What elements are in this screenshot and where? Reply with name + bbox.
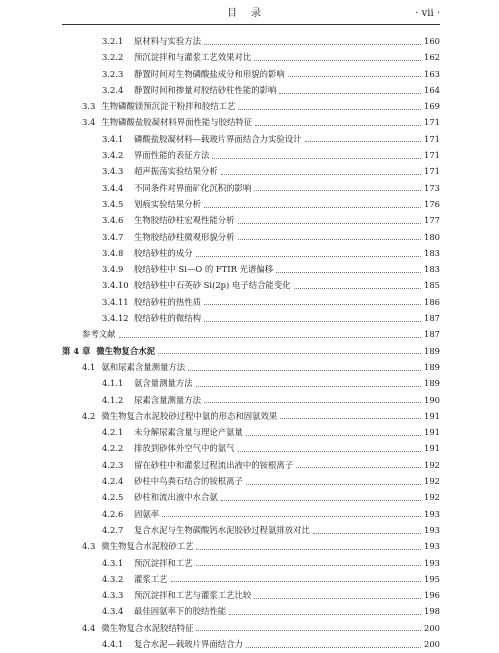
toc-leader-dots [288,76,421,77]
toc-entry-title: 预沉淀拌和工艺与灌浆工艺比较 [134,590,252,601]
toc-entry-page: 171 [424,166,440,177]
toc-entry-number: 4.2.2 [102,443,124,454]
toc-entry-page: 185 [424,280,440,291]
toc-entry-title: 氨和尿素含量测量方法 [101,361,186,372]
toc-entry-title: 微生物复合水泥胶砂过程中氨的形态和固氨效果 [101,410,278,421]
toc-entry-page: 180 [424,231,440,242]
toc-entry[interactable] [62,457,440,473]
toc-leader-dots [204,321,421,322]
toc-entry[interactable] [62,408,440,424]
toc-entry-number: 3.3 [82,101,96,112]
toc-entry[interactable] [62,571,440,587]
toc-entry-page: 163 [424,68,440,79]
toc-leader-dots [171,581,422,582]
toc-entry[interactable] [62,245,440,261]
toc-entry-title: 留在砂柱中和灌浆过程流出液中的铵根离子 [134,459,294,470]
toc-entry-title: 静置时间和掺量对胶结砂柱性能的影响 [134,84,277,95]
toc-leader-dots [204,304,421,305]
toc-leader-dots [255,125,421,126]
toc-entry-page: 164 [424,84,440,95]
toc-entry-number: 4.3.3 [102,590,124,601]
toc-leader-dots [196,256,421,257]
toc-entry[interactable] [62,163,440,179]
toc-entry-page: 173 [424,182,440,193]
toc-entry-number: 3.2.3 [102,68,124,79]
toc-entry-number: 3.4.6 [102,215,124,226]
toc-leader-dots [204,207,421,208]
toc-entry-page: 187 [424,329,440,340]
toc-entry-number: 3.4.11 [102,296,129,307]
toc-leader-dots [158,353,421,354]
toc-entry[interactable] [62,473,440,489]
toc-entry-page: 176 [424,198,440,209]
toc-entry-page: 193 [424,541,440,552]
toc-entry-page: 193 [424,508,440,519]
toc-leader-dots [246,435,421,436]
toc-entry-number: 4.1 [82,361,96,372]
toc-leader-dots [238,239,422,240]
toc-entry-page: 160 [424,36,440,46]
toc-entry-number: 3.2.1 [102,36,124,46]
toc-leader-dots [313,533,421,534]
toc-leader-dots [162,516,421,517]
toc-entry-page: 191 [424,410,440,421]
toc-entry-number: 3.4.8 [102,247,124,258]
toc-entry-number: 4.3.1 [102,557,124,568]
toc-entry-title: 预沉淀拌和工艺 [134,557,193,568]
toc-entry-page: 186 [424,296,440,307]
toc-entry-number: 4.2.3 [102,459,124,470]
toc-entry-title: 最佳固氨率下的胶结性能 [134,606,227,617]
toc-entry-title: 复合水泥与生物碳酸钙水泥胶砂过程氨排放对比 [134,524,310,535]
toc-entry-page: 193 [424,557,440,568]
toc-entry[interactable] [62,326,440,342]
toc-entry[interactable] [62,310,440,326]
toc-entry-page: 195 [424,573,440,584]
toc-entry-number: 3.4.7 [102,231,124,242]
toc-entry-title: 不同条件对界面矿化沉积的影响 [134,182,252,193]
toc-entry-title: 生物磷酸镁预沉淀干粉拌和胶结工艺 [101,101,236,112]
toc-entry[interactable] [62,375,440,391]
toc-leader-dots [238,109,421,110]
toc-entry-title: 微生物复合水泥胶结特征 [101,622,194,633]
toc-entry-number: 3.4.3 [102,166,124,177]
toc-entry[interactable] [62,196,440,212]
toc-leader-dots [238,451,422,452]
toc-entry-title: 胶结砂柱的微结构 [134,313,201,324]
toc-entry-page: 189 [424,378,440,389]
toc-entry-title: 砂柱和流出液中水合氨 [134,492,218,503]
toc-entry-page: 187 [424,313,440,324]
toc-entry-page: 177 [424,215,440,226]
toc-entry-title: 参考文献 [82,329,116,340]
toc-entry[interactable] [62,212,440,228]
toc-entry-number: 4.3 [82,541,96,552]
header-rule [62,24,440,25]
toc-leader-dots [246,647,421,648]
toc-entry-title: 静置时间对生物磷酸盐成分和形貌的影响 [134,68,285,79]
toc-leader-dots [196,549,421,550]
toc-entry[interactable] [62,587,440,603]
toc-leader-dots [212,158,421,159]
toc-entry-title: 生物胶结砂柱微观形貌分析 [134,231,235,242]
toc-entry-page: 171 [424,117,440,128]
toc-entry-number: 3.4.9 [102,264,124,275]
toc-leader-dots [204,402,421,403]
toc-entry-page: 171 [424,133,440,144]
toc-entry-page: 192 [424,459,440,470]
toc-entry-title: 灌浆工艺 [134,573,168,584]
page-header [62,6,440,22]
toc-entry-number: 4.3.4 [102,606,124,617]
toc-entry-page: 200 [424,622,440,633]
toc-entry[interactable] [62,343,440,359]
toc-entry[interactable] [62,66,440,82]
toc-entry-number: 4.2.6 [102,508,124,519]
toc-entry-title: 氨含量测量方法 [134,378,193,389]
toc-entry-title: 胶结砂柱的成分 [134,247,193,258]
toc-entry[interactable] [62,603,440,619]
header-page-number: · vii · [415,8,440,19]
toc-entry-number: 3.4.2 [102,150,124,161]
toc-entry-title: 划痕实验结果分析 [134,198,201,209]
header-title: 目录 [227,8,275,19]
toc-entry-number: 4.4.1 [102,638,124,649]
toc-leader-dots [254,598,421,599]
toc-leader-dots [188,370,421,371]
toc-entry-title: 复合水泥—载玻片界面结合力 [134,638,243,649]
toc-entry-page: 183 [424,264,440,275]
toc-entry-number: 4.2.5 [102,492,124,503]
toc-entry[interactable] [62,114,440,130]
toc-entry-title: 胶结砂柱中石英砂 Si(2p) 电子结合能变化 [134,280,291,291]
toc-entry[interactable] [62,294,440,310]
toc-entry[interactable] [62,620,440,636]
toc-entry[interactable] [62,131,440,147]
toc-entry-title: 生物磷酸盐胶凝材料界面性能与胶结特征 [101,117,253,128]
toc-leader-dots [279,93,421,94]
toc-entry[interactable] [62,636,440,652]
toc-entry[interactable] [62,359,440,375]
toc-entry[interactable] [62,440,440,456]
toc-entry-page: 198 [424,606,440,617]
toc-entry-number: 4.1.2 [102,394,124,405]
toc-leader-dots [196,630,421,631]
toc-entry-title: 原材料与实验方法 [134,36,201,46]
toc-leader-dots [238,223,422,224]
toc-entry[interactable] [62,82,440,98]
toc-entry-number: 3.4.10 [102,280,129,291]
toc-leader-dots [229,614,421,615]
toc-entry-title: 未分解尿素含量与理论产氨量 [134,427,243,438]
toc-entry-title: 磷酸盐胶凝材料—载玻片界面结合力实验设计 [134,133,302,144]
toc-entry-number: 4.4 [82,622,96,633]
toc-entry-number: 3.4.12 [102,313,129,324]
toc-entry[interactable] [62,489,440,505]
toc-entry[interactable] [62,555,440,571]
toc-entry-title: 界面性能的表征方法 [134,150,210,161]
toc-entry[interactable] [62,49,440,65]
toc-entry-number: 4.2.1 [102,427,124,438]
toc-leader-dots [305,141,422,142]
toc-entry-title: 胶结砂柱的热性质 [134,296,201,307]
toc-entry[interactable] [62,506,440,522]
toc-entry-page: 192 [424,492,440,503]
toc-entry-title: 排放到砂体外空气中的氨气 [134,443,235,454]
toc-leader-dots [221,174,421,175]
toc-entry-number: 4.2.7 [102,524,124,535]
toc-entry-page: 171 [424,150,440,161]
toc-entry-page: 162 [424,52,440,63]
toc-entry[interactable] [62,147,440,163]
toc-leader-dots [280,418,421,419]
toc-entry-title: 生物胶结砂柱宏观性能分析 [134,215,235,226]
toc-entry[interactable] [62,522,440,538]
toc-entry[interactable] [62,261,440,277]
toc-leader-dots [246,484,421,485]
toc-entry-page: 183 [424,247,440,258]
toc-leader-dots [254,190,421,191]
toc-entry[interactable] [62,277,440,293]
toc-entry-page: 169 [424,101,440,112]
toc-entry-number: 4.3.2 [102,573,124,584]
toc-entry-title: 超声振荡实验结果分析 [134,166,218,177]
toc-entry-title: 微生物复合水泥 [96,345,156,356]
toc-leader-dots [276,272,421,273]
toc-entry-title: 砂柱中鸟粪石结合的铵根离子 [134,476,243,487]
toc-entry[interactable] [62,98,440,114]
toc-entry-number: 3.4 [82,117,96,128]
toc-entry[interactable] [62,180,440,196]
toc-entry-page: 193 [424,524,440,535]
toc-leader-dots [221,500,421,501]
toc-entry-number: 3.4.1 [102,133,124,144]
table-of-contents [62,33,440,652]
toc-entry-page: 196 [424,590,440,601]
toc-entry[interactable] [62,229,440,245]
toc-leader-dots [196,565,421,566]
toc-entry-page: 189 [424,361,440,372]
toc-entry-title: 预沉淀拌和与灌浆工艺效果对比 [134,52,252,63]
toc-entry-number: 3.2.2 [102,52,124,63]
toc-entry[interactable] [62,538,440,554]
toc-entry-title: 尿素含量测量方法 [134,394,201,405]
toc-entry-number: 4.2 [82,410,96,421]
toc-entry-number: 4.2.4 [102,476,124,487]
toc-entry-page: 190 [424,394,440,405]
toc-entry-page: 192 [424,476,440,487]
toc-leader-dots [196,386,421,387]
toc-leader-dots [296,467,421,468]
toc-entry-page: 200 [424,638,440,649]
toc-entry-number: 3.4.4 [102,182,124,193]
toc-entry-number: 第 4 章 [62,345,91,356]
toc-leader-dots [254,60,421,61]
toc-entry-page: 189 [424,345,440,356]
toc-leader-dots [294,288,421,289]
toc-entry-page: 191 [424,443,440,454]
toc-entry-title: 微生物复合水泥胶砂工艺 [101,541,194,552]
toc-entry-number: 3.4.5 [102,198,124,209]
toc-entry-title: 固氨率 [134,508,160,519]
toc-entry-number: 4.1.1 [102,378,124,389]
toc-entry-page: 191 [424,427,440,438]
toc-leader-dots [204,44,421,45]
toc-entry[interactable] [62,392,440,408]
toc-entry[interactable] [62,424,440,440]
toc-entry-number: 3.2.4 [102,84,124,95]
toc-entry[interactable] [62,33,440,49]
toc-leader-dots [119,337,422,338]
toc-entry-title: 胶结砂柱中 Si—O 的 FTIR 光谱偏移 [134,264,274,275]
